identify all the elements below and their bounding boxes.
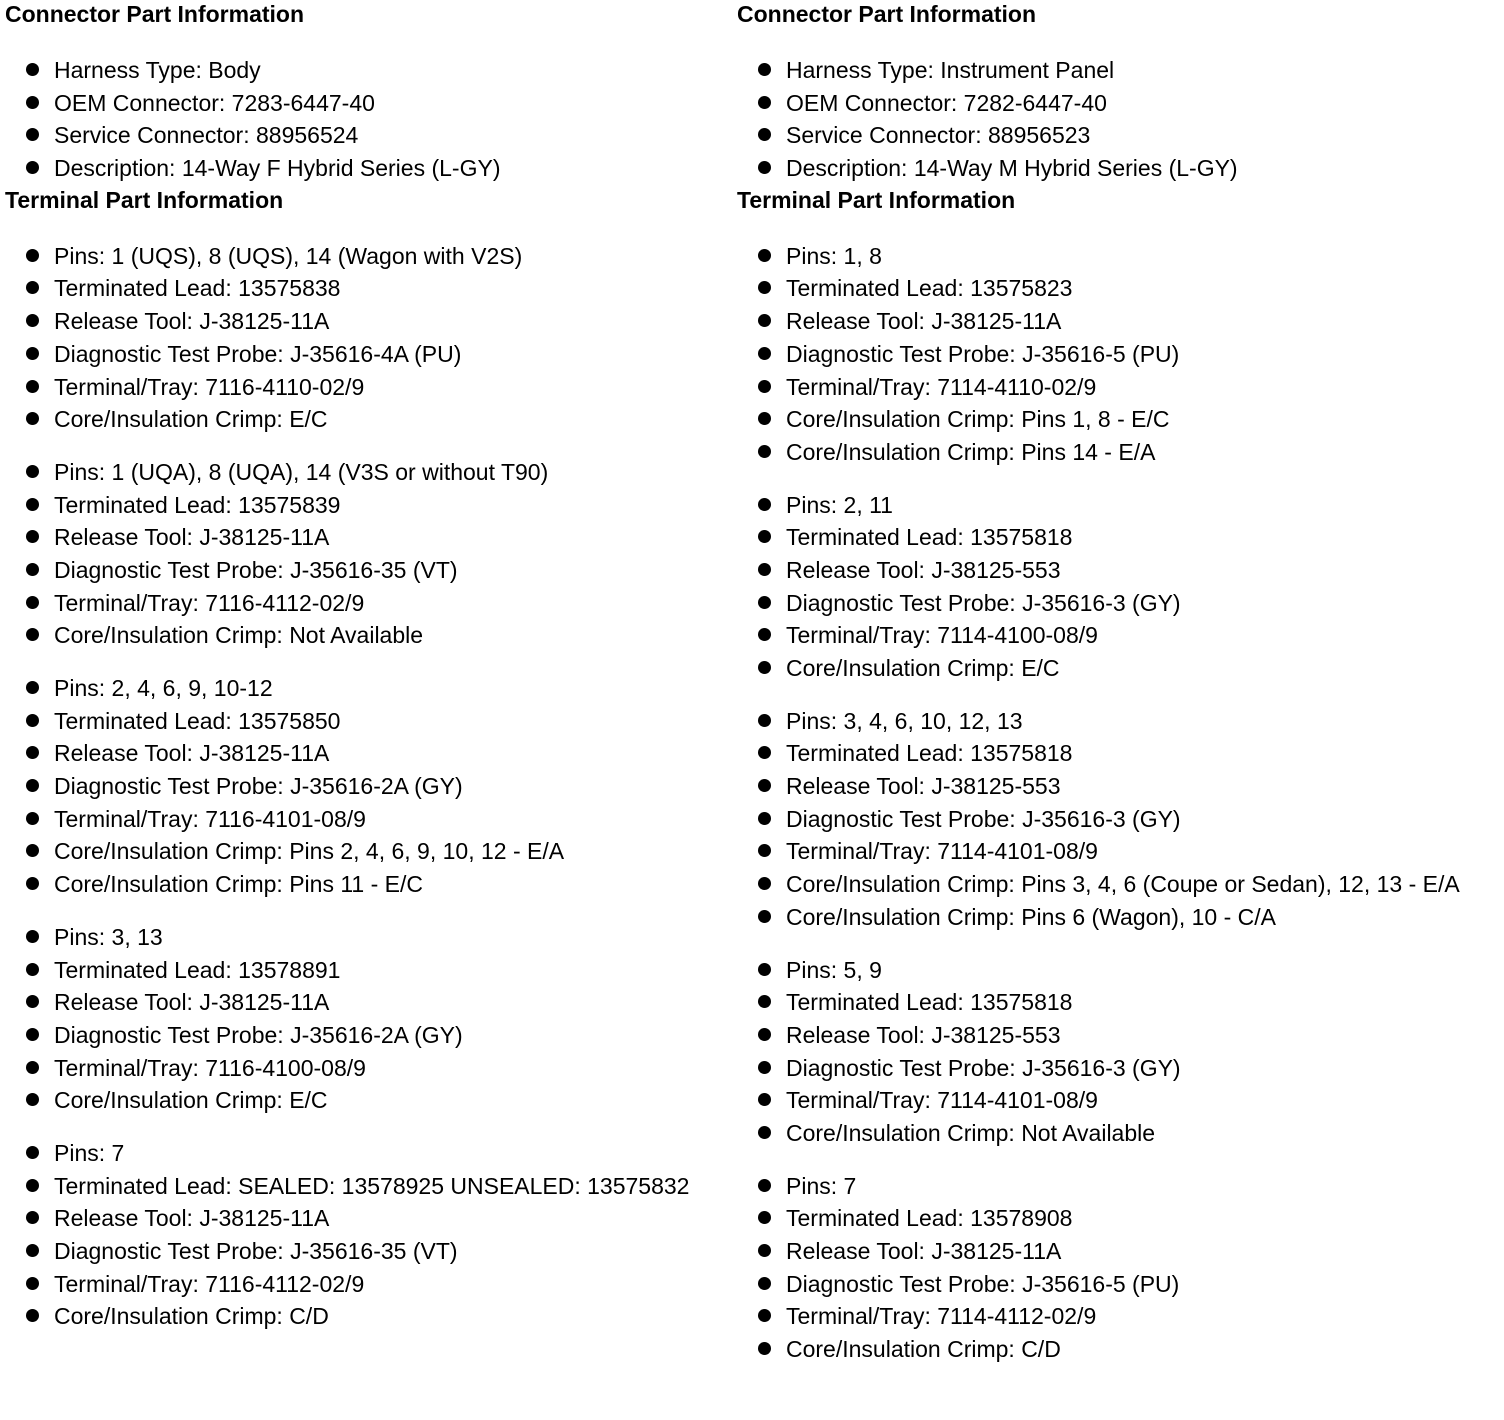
list-item-text: Pins: 3, 4, 6, 10, 12, 13 <box>786 707 1023 734</box>
list-item-text: Core/Insulation Crimp: Not Available <box>54 622 424 649</box>
bullet-icon <box>758 963 771 976</box>
terminal-group-list <box>737 706 1489 932</box>
list-item-text: Core/Insulation Crimp: Pins 3, 4, 6 (Coupe or Sedan), 12, 13 - E/A <box>786 871 1460 898</box>
list-item-text: OEM Connector: 7282-6447-40 <box>786 89 1107 116</box>
bullet-icon <box>26 314 39 327</box>
bullet-icon <box>758 661 771 674</box>
list-item-text: Diagnostic Test Probe: J-35616-5 (PU) <box>786 1270 1180 1297</box>
bullet-icon <box>758 412 771 425</box>
bullet-icon <box>26 596 39 609</box>
list-item <box>5 241 745 271</box>
bullet-icon <box>758 1126 771 1139</box>
list-item <box>5 1053 745 1083</box>
list-item <box>737 522 1489 552</box>
list-item <box>737 273 1489 303</box>
list-item-text: OEM Connector: 7283-6447-40 <box>54 89 375 116</box>
list-item <box>5 869 745 899</box>
list-item <box>5 1203 745 1233</box>
list-item <box>5 1085 745 1115</box>
list-item-text: Release Tool: J-38125-11A <box>786 1238 1062 1264</box>
list-item-text: Diagnostic Test Probe: J-35616-4A (PU) <box>54 340 462 367</box>
list-item <box>5 987 745 1017</box>
bullet-icon <box>26 1093 39 1106</box>
list-item <box>5 1269 745 1299</box>
list-item-text: Terminal/Tray: 7116-4110-02/9 <box>54 373 365 400</box>
list-item <box>5 404 745 434</box>
list-item <box>5 1236 745 1266</box>
terminal-group-list <box>5 922 745 1115</box>
list-item-text: Release Tool: J-38125-553 <box>786 556 1061 583</box>
list-item-text: Terminated Lead: 13575818 <box>786 524 1073 551</box>
list-item <box>5 273 745 303</box>
list-item <box>737 987 1489 1017</box>
bullet-icon <box>758 812 771 825</box>
list-item-text: Core/Insulation Crimp: C/D <box>54 1303 329 1330</box>
bullet-icon <box>26 812 39 825</box>
bullet-icon <box>758 128 771 141</box>
list-item-text: Terminal/Tray: 7114-4110-02/9 <box>786 373 1097 400</box>
list-item <box>5 372 745 402</box>
list-item <box>737 1053 1489 1083</box>
terminal-part-information-heading: Terminal Part Information <box>737 186 1016 213</box>
list-item-text: Terminal/Tray: 7114-4100-08/9 <box>786 622 1098 649</box>
list-item <box>5 588 745 618</box>
terminal-part-information-heading: Terminal Part Information <box>5 186 284 213</box>
list-item <box>5 706 745 736</box>
list-item <box>737 653 1489 683</box>
bullet-icon <box>758 628 771 641</box>
list-item-text: Release Tool: J-38125-11A <box>786 308 1062 335</box>
list-item-text: Diagnostic Test Probe: J-35616-5 (PU) <box>786 340 1180 367</box>
bullet-icon <box>26 995 39 1008</box>
bullet-icon <box>758 1061 771 1074</box>
bullet-icon <box>758 1309 771 1322</box>
list-item <box>737 804 1489 834</box>
list-item <box>737 706 1489 736</box>
bullet-icon <box>26 465 39 478</box>
list-item <box>5 804 745 834</box>
list-item-text: Terminated Lead: 13575839 <box>54 491 341 518</box>
list-item-text: Terminal/Tray: 7114-4112-02/9 <box>786 1303 1097 1330</box>
bullet-icon <box>26 1277 39 1290</box>
bullet-icon <box>758 877 771 890</box>
list-item-text: Terminal/Tray: 7116-4112-02/9 <box>54 589 365 616</box>
bullet-icon <box>26 1146 39 1159</box>
list-item-text: Pins: 1, 8 <box>786 242 882 269</box>
list-item <box>5 457 745 487</box>
bullet-icon <box>758 563 771 576</box>
bullet-icon <box>758 161 771 174</box>
list-item-text: Core/Insulation Crimp: Pins 2, 4, 6, 9, 10, 12 - E/A <box>54 838 565 865</box>
list-item-text: Terminated Lead: SEALED: 13578925 UNSEALED: 13575832 <box>54 1172 690 1199</box>
list-item-text: Pins: 2, 4, 6, 9, 10-12 <box>54 675 273 701</box>
list-item-text: Core/Insulation Crimp: Pins 6 (Wagon), 10 - C/A <box>786 903 1276 930</box>
list-item <box>5 1301 745 1331</box>
connector-info-list <box>737 55 1489 183</box>
bullet-icon <box>758 1028 771 1041</box>
list-item <box>737 437 1489 467</box>
bullet-icon <box>758 380 771 393</box>
list-item-text: Service Connector: 88956523 <box>786 122 1091 149</box>
terminal-group-list <box>737 1171 1489 1364</box>
list-item-text: Description: 14-Way M Hybrid Series (L-GY) <box>786 155 1238 182</box>
list-item <box>737 955 1489 985</box>
bullet-icon <box>26 96 39 109</box>
list-item-text: Core/Insulation Crimp: C/D <box>786 1336 1061 1363</box>
list-item-text: Diagnostic Test Probe: J-35616-2A (GY) <box>54 773 463 800</box>
bullet-icon <box>26 930 39 943</box>
bullet-icon <box>26 963 39 976</box>
list-item-text: Terminal/Tray: 7116-4112-02/9 <box>54 1270 365 1297</box>
list-item-text: Diagnostic Test Probe: J-35616-3 (GY) <box>786 589 1181 616</box>
list-item-text: Terminated Lead: 13575838 <box>54 275 341 302</box>
list-item-text: Pins: 1 (UQS), 8 (UQS), 14 (Wagon with V2S) <box>54 242 523 269</box>
list-item-text: Diagnostic Test Probe: J-35616-3 (GY) <box>786 1054 1181 1081</box>
bullet-icon <box>26 628 39 641</box>
list-item <box>5 922 745 952</box>
list-item <box>737 1236 1489 1266</box>
bullet-icon <box>758 995 771 1008</box>
bullet-icon <box>758 347 771 360</box>
list-item <box>5 738 745 768</box>
list-item-text: Description: 14-Way F Hybrid Series (L-GY) <box>54 155 501 182</box>
list-item-text: Core/Insulation Crimp: E/C <box>54 406 328 433</box>
terminal-group-list <box>737 490 1489 683</box>
list-item-text: Release Tool: J-38125-11A <box>54 989 330 1016</box>
bullet-icon <box>758 1093 771 1106</box>
bullet-icon <box>26 1179 39 1192</box>
list-item <box>5 339 745 369</box>
bullet-icon <box>26 844 39 857</box>
bullet-icon <box>758 714 771 727</box>
bullet-icon <box>758 281 771 294</box>
list-item <box>5 522 745 552</box>
bullet-icon <box>26 877 39 890</box>
list-item-text: Diagnostic Test Probe: J-35616-3 (GY) <box>786 805 1181 832</box>
bullet-icon <box>758 1277 771 1290</box>
list-item-text: Terminated Lead: 13575818 <box>786 989 1073 1016</box>
list-item <box>5 153 745 183</box>
list-item <box>737 771 1489 801</box>
bullet-icon <box>26 746 39 759</box>
bullet-icon <box>26 530 39 543</box>
list-item-text: Pins: 5, 9 <box>786 956 882 983</box>
bullet-icon <box>26 1309 39 1322</box>
list-item <box>737 1020 1489 1050</box>
list-item <box>737 404 1489 434</box>
list-item <box>5 955 745 985</box>
list-item <box>737 836 1489 866</box>
list-item <box>737 120 1489 150</box>
bullet-icon <box>758 498 771 511</box>
list-item <box>5 620 745 650</box>
list-item-text: Pins: 3, 13 <box>54 923 163 950</box>
list-item <box>737 588 1489 618</box>
list-item <box>737 372 1489 402</box>
list-item-text: Core/Insulation Crimp: Pins 11 - E/C <box>54 871 423 898</box>
list-item-text: Core/Insulation Crimp: E/C <box>54 1087 328 1114</box>
list-item-text: Release Tool: J-38125-11A <box>54 524 330 551</box>
list-item <box>5 306 745 336</box>
bullet-icon <box>758 746 771 759</box>
left-column <box>5 0 745 1334</box>
bullet-icon <box>26 249 39 262</box>
terminal-group-list <box>5 241 745 434</box>
list-item <box>737 1171 1489 1201</box>
terminal-group-list <box>737 241 1489 467</box>
bullet-icon <box>758 1342 771 1355</box>
list-item-text: Pins: 2, 11 <box>786 491 893 518</box>
list-item <box>737 306 1489 336</box>
bullet-icon <box>26 1061 39 1074</box>
list-item-text: Core/Insulation Crimp: E/C <box>786 655 1060 681</box>
list-item-text: Terminated Lead: 13575823 <box>786 275 1073 302</box>
connector-info-list <box>5 55 745 183</box>
list-item <box>737 1269 1489 1299</box>
list-item <box>737 339 1489 369</box>
list-item <box>737 88 1489 118</box>
list-item-text: Release Tool: J-38125-553 <box>786 1021 1061 1048</box>
list-item <box>5 1020 745 1050</box>
bullet-icon <box>26 1028 39 1041</box>
list-item-text: Diagnostic Test Probe: J-35616-2A (GY) <box>54 1021 463 1048</box>
list-item <box>737 1118 1489 1148</box>
list-item <box>5 55 745 85</box>
bullet-icon <box>26 128 39 141</box>
bullet-icon <box>758 96 771 109</box>
list-item-text: Core/Insulation Crimp: Pins 14 - E/A <box>786 438 1156 465</box>
list-item <box>5 1171 745 1201</box>
list-item-text: Harness Type: Instrument Panel <box>786 57 1115 83</box>
list-item <box>5 771 745 801</box>
list-item-text: Release Tool: J-38125-11A <box>54 1205 330 1232</box>
list-item-text: Pins: 7 <box>54 1139 125 1166</box>
list-item-text: Terminated Lead: 13578908 <box>786 1205 1073 1232</box>
list-item-text: Pins: 7 <box>786 1172 857 1199</box>
list-item <box>737 1301 1489 1331</box>
list-item-text: Service Connector: 88956524 <box>54 122 359 149</box>
bullet-icon <box>758 1244 771 1257</box>
list-item <box>737 1203 1489 1233</box>
bullet-icon <box>758 779 771 792</box>
list-item <box>5 120 745 150</box>
list-item <box>737 869 1489 899</box>
bullet-icon <box>26 714 39 727</box>
bullet-icon <box>758 63 771 76</box>
terminal-group-list <box>737 955 1489 1148</box>
list-item-text: Terminal/Tray: 7114-4101-08/9 <box>786 1087 1098 1114</box>
bullet-icon <box>758 249 771 262</box>
list-item <box>5 88 745 118</box>
list-item <box>737 738 1489 768</box>
list-item-text: Release Tool: J-38125-11A <box>54 740 330 767</box>
list-item-text: Harness Type: Body <box>54 57 261 83</box>
bullet-icon <box>758 844 771 857</box>
list-item <box>737 490 1489 520</box>
bullet-icon <box>758 530 771 543</box>
list-item-text: Terminated Lead: 13578891 <box>54 956 341 983</box>
list-item <box>5 673 745 703</box>
bullet-icon <box>758 596 771 609</box>
bullet-icon <box>26 498 39 511</box>
list-item <box>737 902 1489 932</box>
bullet-icon <box>26 380 39 393</box>
bullet-icon <box>26 161 39 174</box>
bullet-icon <box>26 281 39 294</box>
list-item-text: Release Tool: J-38125-11A <box>54 308 330 335</box>
terminal-group-list <box>5 1138 745 1331</box>
list-item-text: Release Tool: J-38125-553 <box>786 773 1061 800</box>
bullet-icon <box>26 347 39 360</box>
list-item <box>737 241 1489 271</box>
list-item <box>737 620 1489 650</box>
terminal-group-list <box>5 457 745 650</box>
list-item-text: Core/Insulation Crimp: Pins 1, 8 - E/C <box>786 406 1170 433</box>
list-item-text: Diagnostic Test Probe: J-35616-35 (VT) <box>54 1238 458 1264</box>
right-column <box>737 0 1489 1367</box>
list-item-text: Diagnostic Test Probe: J-35616-35 (VT) <box>54 556 458 583</box>
bullet-icon <box>758 1211 771 1224</box>
list-item-text: Terminated Lead: 13575818 <box>786 740 1073 767</box>
bullet-icon <box>26 779 39 792</box>
list-item <box>737 1334 1489 1364</box>
bullet-icon <box>758 910 771 923</box>
bullet-icon <box>26 412 39 425</box>
list-item <box>5 555 745 585</box>
bullet-icon <box>26 63 39 76</box>
connector-part-information-heading: Connector Part Information <box>5 1 305 27</box>
bullet-icon <box>758 314 771 327</box>
list-item <box>737 55 1489 85</box>
bullet-icon <box>26 1211 39 1224</box>
list-item <box>5 490 745 520</box>
list-item <box>737 153 1489 183</box>
list-item-text: Terminal/Tray: 7116-4100-08/9 <box>54 1054 366 1081</box>
list-item-text: Core/Insulation Crimp: Not Available <box>786 1119 1156 1146</box>
bullet-icon <box>758 1179 771 1192</box>
bullet-icon <box>758 445 771 458</box>
bullet-icon <box>26 1244 39 1257</box>
list-item <box>5 836 745 866</box>
terminal-group-list <box>5 673 745 899</box>
list-item-text: Terminal/Tray: 7114-4101-08/9 <box>786 838 1098 865</box>
bullet-icon <box>26 681 39 694</box>
list-item-text: Pins: 1 (UQA), 8 (UQA), 14 (V3S or without T90) <box>54 458 549 485</box>
list-item <box>737 1085 1489 1115</box>
bullet-icon <box>26 563 39 576</box>
list-item <box>737 555 1489 585</box>
connector-part-information-heading: Connector Part Information <box>737 1 1037 27</box>
list-item <box>5 1138 745 1168</box>
list-item-text: Terminated Lead: 13575850 <box>54 707 341 734</box>
list-item-text: Terminal/Tray: 7116-4101-08/9 <box>54 805 366 832</box>
